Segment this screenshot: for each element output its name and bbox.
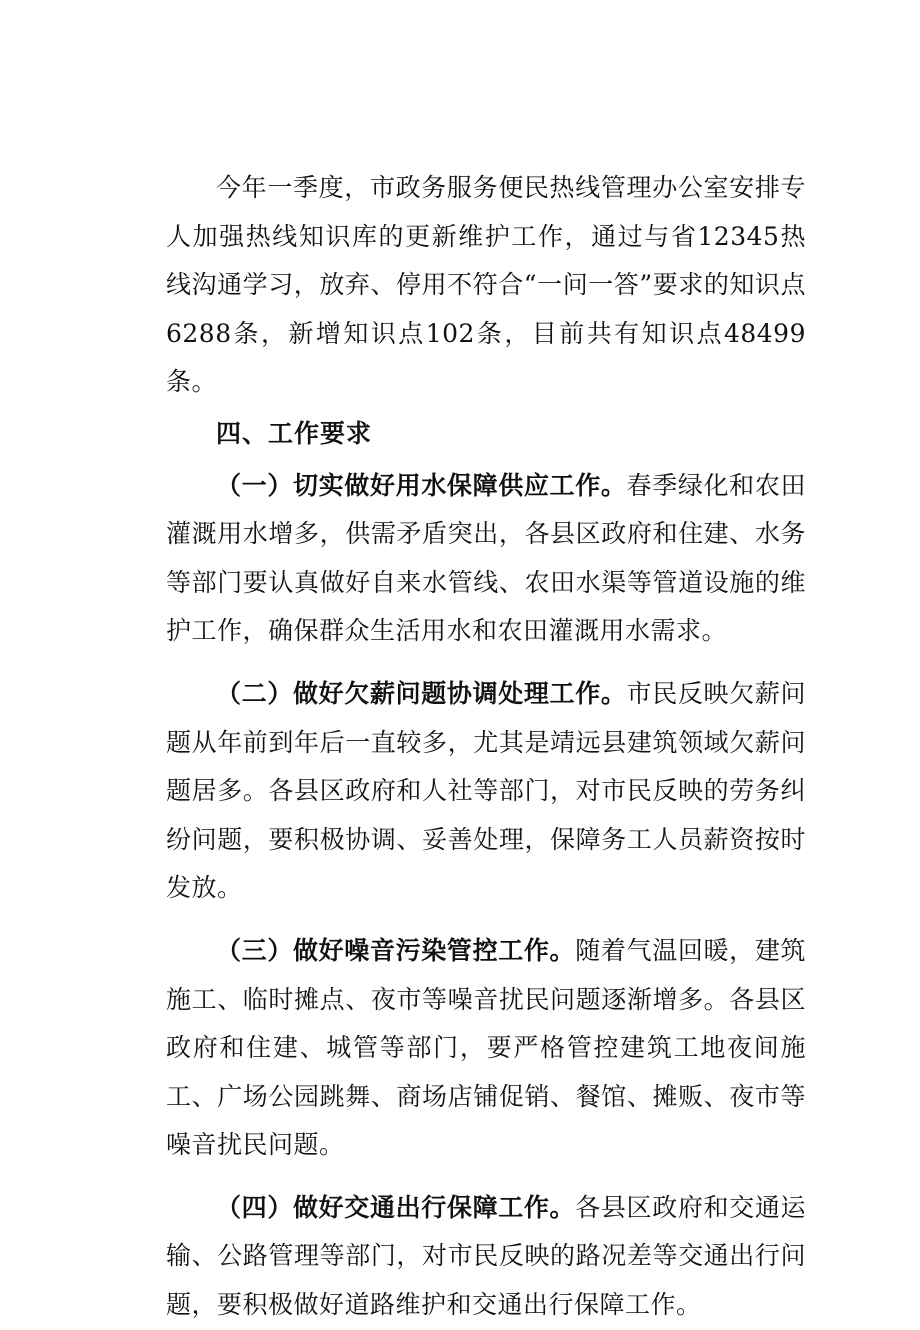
requirement-item-4 xyxy=(166,1184,806,1330)
requirement-item-4-lead: （四）做好交通出行保障工作。 xyxy=(216,1192,576,1222)
requirement-item-1-body: 春季绿化和农田灌溉用水增多，供需矛盾突出，各县区政府和住建、水务等部门要认真做好自来水管线、农田水渠等管道设施的维护工作，确保群众生活用水和农田灌溉用水需求。 xyxy=(166,470,806,646)
requirement-item-4-body: 各县区政府和交通运输、公路管理等部门，对市民反映的路况差等交通出行问题，要积极做好道路维护和交通出行保障工作。 xyxy=(166,1192,806,1320)
requirement-item-3-lead: （三）做好噪音污染管控工作。 xyxy=(216,935,576,965)
requirement-item-3-body: 随着气温回暖，建筑施工、临时摊点、夜市等噪音扰民问题逐渐增多。各县区政府和住建、城管等部门，要严格管控建筑工地夜间施工、广场公园跳舞、商场店铺促销、餐馆、摊贩、夜市等噪音扰民问题。 xyxy=(166,935,806,1160)
requirement-item-1 xyxy=(166,462,806,656)
requirement-item-2 xyxy=(166,670,806,913)
requirement-item-3 xyxy=(166,927,806,1170)
section-heading: 四、工作要求 xyxy=(216,418,373,448)
requirement-item-2-body: 市民反映欠薪问题从年前到年后一直较多，尤其是靖远县建筑领域欠薪问题居多。各县区政府和人社等部门，对市民反映的劳务纠纷问题，要积极协调、妥善处理，保障务工人员薪资按时发放。 xyxy=(166,678,806,903)
requirement-item-2-lead: （二）做好欠薪问题协调处理工作。 xyxy=(216,678,627,708)
requirement-item-1-lead: （一）切实做好用水保障供应工作。 xyxy=(216,470,627,500)
document-body xyxy=(166,164,806,1330)
intro-paragraph: 今年一季度，市政务服务便民热线管理办公室安排专人加强热线知识库的更新维护工作，通过与省12345热线沟通学习，放弃、停用不符合“一问一答”要求的知识点6288条，新增知识点102条，目前共有知识点48499条。 xyxy=(166,173,806,397)
